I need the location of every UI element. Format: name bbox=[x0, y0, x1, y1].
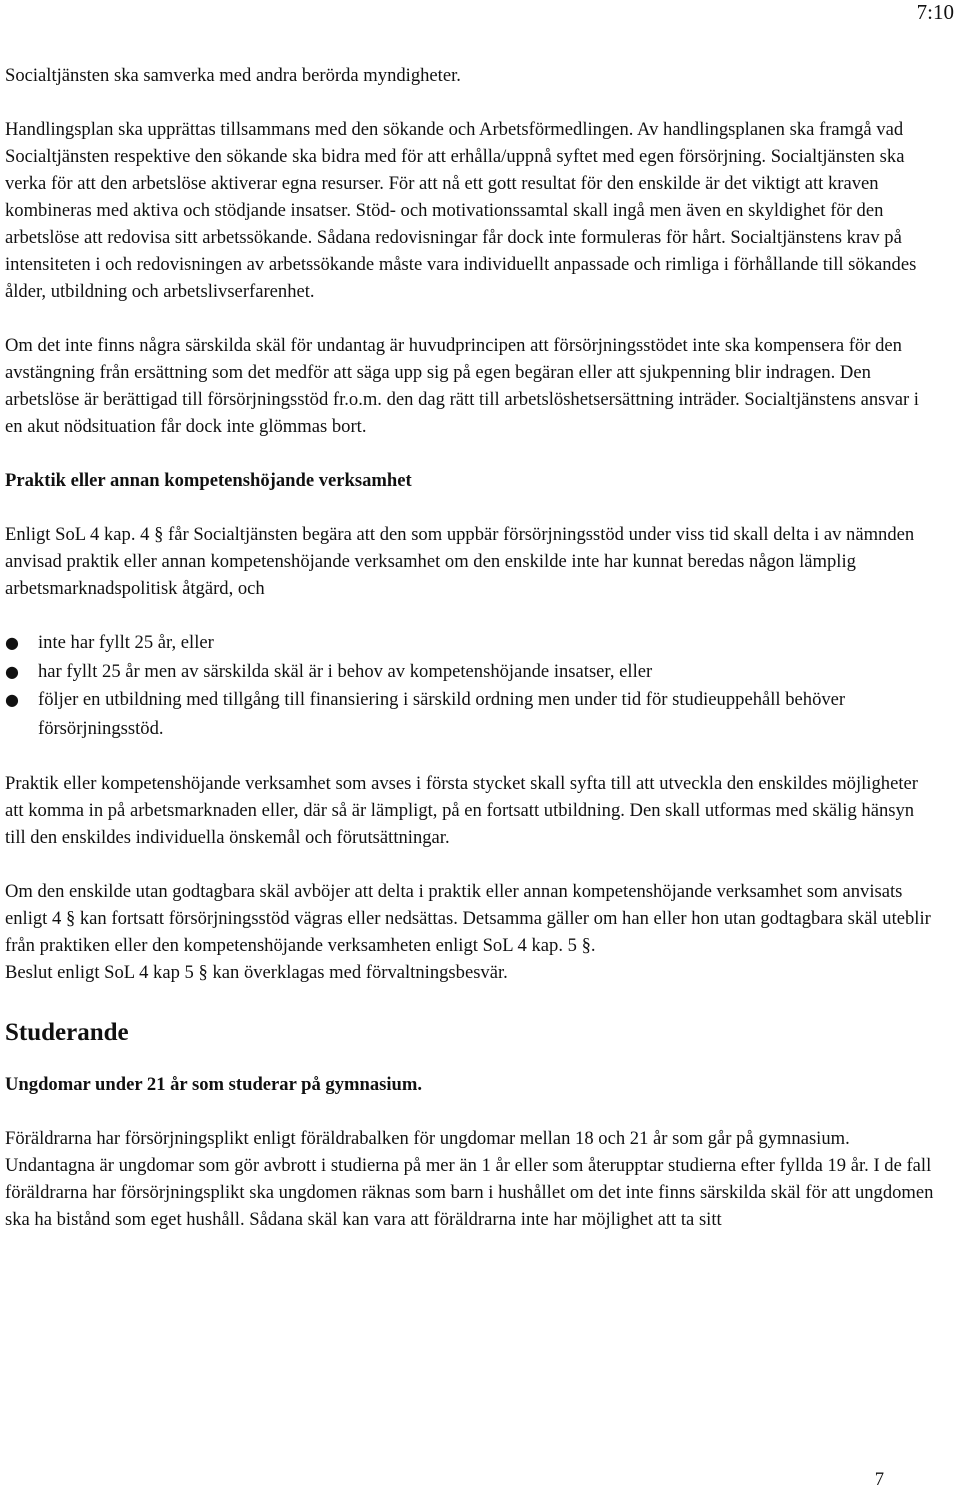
paragraph-handlingsplan: Handlingsplan ska upprättas tillsammans med den sökande och Arbetsförmedlingen. Av handlingsplanen ska framgå vad Socialtjänsten respektive den sökande ska bidra med för att erhålla/uppnå syftet med egen försörjning. Socialtjänsten ska verka för att den arbetslöse aktiverar egna resurser. För att nå ett gott resultat för den enskilde är det viktigt att kraven kombineras med aktiva och stödjande insatser. Stöd- och motivationssamtal skall ingå men även en skyldighet för den arbetslöse att redovisa sitt arbetssökande. Sådana redovisningar får dock inte formuleras för hårt. Socialtjänstens krav på intensiteten i och redovisningen av arbetssökande måste vara individuellt anpassade och rimliga i förhållande till sökandes ålder, utbildning och arbetslivserfarenhet. bbox=[5, 119, 917, 302]
paragraph-forsorjningsplikt: Föräldrarna har försörjningsplikt enligt föräldrabalken för ungdomar mellan 18 och 21 år som går på gymnasium. Undantagna är ungdomar som gör avbrott i studierna på mer än 1 år eller som återupptar studierna efter fyllda 19 år. I de fall föräldrarna har försörjningsplikt ska ungdomen räknas som barn i hushållet om det inte finns särskilda skäl för att ungdomen ska ha bistånd som eget hushåll. Sådana skäl kan vara att föräldrarna inte har möjlighet att ta sitt bbox=[5, 1128, 934, 1230]
document-body bbox=[5, 62, 935, 1260]
list-item-text: inte har fyllt 25 år, eller bbox=[38, 632, 214, 653]
list-item-text: har fyllt 25 år men av särskilda skäl är i behov av kompetenshöjande insatser, eller bbox=[38, 660, 653, 682]
section-heading-praktik: Praktik eller annan kompetenshöjande verksamhet bbox=[5, 470, 412, 491]
bullet-icon: ● bbox=[5, 690, 19, 709]
paragraph-undantag: Om det inte finns några särskilda skäl för undantag är huvudprincipen att försörjningsstödet inte ska kompensera för den avstängning från ersättning som det medför att säga upp sig på egen begäran eller att sjukpenning blir indragen. Den arbetslöse är berättigad till försörjningsstöd fr.o.m. den dag rätt till arbetslöshetsersättning inträder. Socialtjänstens ansvar i en akut nödsituation får dock inte glömmas bort. bbox=[5, 335, 919, 437]
page-number: 7 bbox=[874, 1469, 884, 1490]
bullet-icon: ● bbox=[5, 661, 19, 681]
page-time-header: 7:10 bbox=[916, 0, 954, 24]
subsection-heading-ungdomar: Ungdomar under 21 år som studerar på gymnasium. bbox=[5, 1074, 423, 1095]
list-item bbox=[5, 686, 935, 743]
paragraph-avbojer: Om den enskilde utan godtagbara skäl avböjer att delta i praktik eller annan kompetenshöjande verksamhet som anvisats enligt 4 § kan fortsatt försörjningsstöd vägras eller nedsättas. Detsamma gäller om han eller hon utan godtagbara skäl uteblir från praktiken eller den kompetenshöjande verksamheten enligt SoL 4 kap. 5 §. bbox=[5, 881, 931, 956]
list-item bbox=[5, 629, 935, 658]
paragraph-overklagan: Beslut enligt SoL 4 kap 5 § kan överklagas med förvaltningsbesvär. bbox=[5, 962, 508, 983]
condition-list bbox=[5, 629, 935, 743]
bullet-icon: ● bbox=[5, 633, 19, 652]
paragraph-praktik-syfte: Praktik eller kompetenshöjande verksamhet som avses i första stycket skall syfta till att utveckla den enskildes möjligheter att komma in på arbetsmarknaden eller, där så är lämpligt, på en fortsatt utbildning. Den skall utformas med skälig hänsyn till den enskildes individuella önskemål och förutsättningar. bbox=[5, 773, 918, 848]
paragraph-samverka: Socialtjänsten ska samverka med andra berörda myndigheter. bbox=[5, 65, 461, 86]
section-heading-studerande: Studerande bbox=[5, 1019, 129, 1046]
paragraph-sol-4-kap-4: Enligt SoL 4 kap. 4 § får Socialtjänsten begära att den som uppbär försörjningsstöd under viss tid skall delta i av nämnden anvisad praktik eller annan kompetenshöjande verksamhet om den enskilde inte har kunnat beredas någon lämplig arbetsmarknadspolitisk åtgärd, och bbox=[5, 524, 915, 599]
list-item bbox=[5, 658, 935, 687]
list-item-text: följer en utbildning med tillgång till finansiering i särskild ordning men under tid för studieuppehåll behöver försörjningsstöd. bbox=[38, 689, 846, 739]
